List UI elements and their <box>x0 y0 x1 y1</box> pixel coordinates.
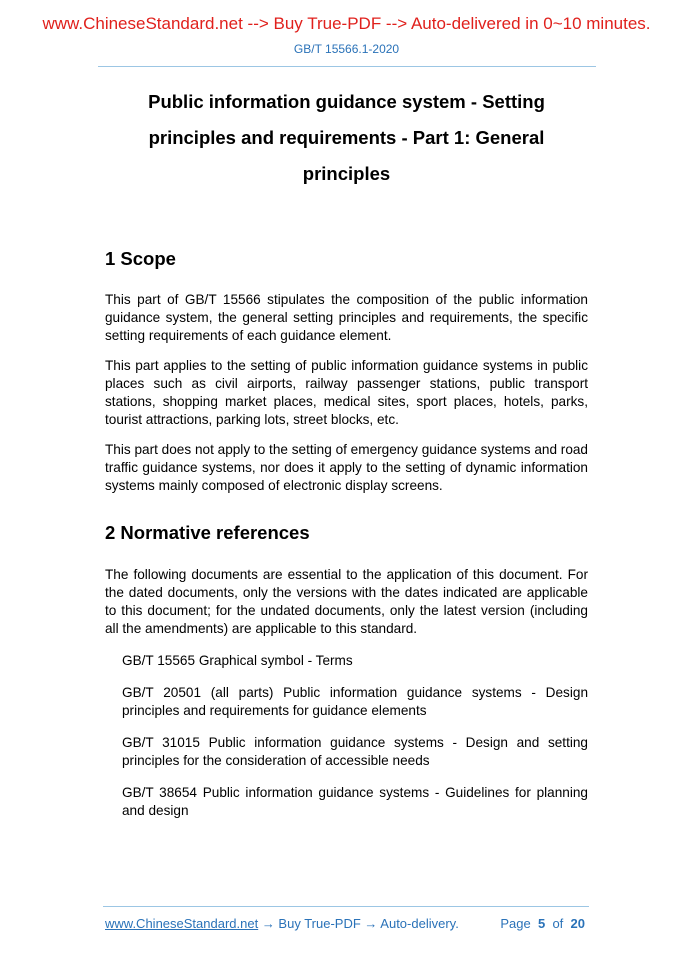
normative-references-section <box>105 566 588 834</box>
footer-link[interactable]: www.ChineseStandard.net <box>105 916 259 931</box>
paragraph: This part of GB/T 15566 stipulates the composition of the public information guidance system, the general setting principles and requirements, the specific setting requirements of each guidance element. <box>105 292 588 343</box>
scope-section <box>105 291 588 507</box>
section-heading-normative-references: 2 Normative references <box>105 522 310 543</box>
reference-item: GB/T 38654 Public information guidance systems - Guidelines for planning and design <box>122 785 588 818</box>
paragraph: This part does not apply to the setting of emergency guidance systems and road traffic guidance systems, nor does it apply to the setting of dynamic information systems mainly composed of electronic display screens. <box>105 442 588 493</box>
paragraph: The following documents are essential to the application of this document. For the dated documents, only the versions with the dates indicated are applicable to this document; for the undated documents, only the latest version (including all the amendments) are applicable to this standard. <box>105 567 588 636</box>
page-label: Page <box>500 916 531 931</box>
total-pages: 20 <box>570 916 585 931</box>
page-indicator <box>500 916 585 931</box>
reference-item: GB/T 15565 Graphical symbol - Terms <box>122 653 353 668</box>
document-number: GB/T 15566.1-2020 <box>293 42 400 56</box>
footer-promo <box>105 916 459 931</box>
document-title: Public information guidance system - Setting principles and requirements - Part 1: General principles <box>148 91 545 184</box>
page-footer <box>105 916 585 931</box>
header-divider <box>98 66 596 67</box>
of-label: of <box>552 916 564 931</box>
paragraph: This part applies to the setting of public information guidance systems in public places such as civil airports, railway passenger stations, public transport stations, shopping market places, medical sites, sport places, hotels, parks, tourist attractions, parking lots, street blocks, etc. <box>105 358 588 427</box>
current-page: 5 <box>537 916 546 931</box>
footer-tagline: → Buy True-PDF → Auto-delivery. <box>258 916 459 931</box>
promo-banner: www.ChineseStandard.net --> Buy True-PDF --> Auto-delivered in 0~10 minutes. <box>42 14 651 33</box>
reference-item: GB/T 31015 Public information guidance systems - Design and setting principles for the consideration of accessible needs <box>122 735 588 768</box>
section-heading-scope: 1 Scope <box>105 248 176 269</box>
reference-item: GB/T 20501 (all parts) Public information guidance systems - Design principles and requirements for guidance elements <box>122 685 588 718</box>
footer-divider <box>103 906 589 907</box>
